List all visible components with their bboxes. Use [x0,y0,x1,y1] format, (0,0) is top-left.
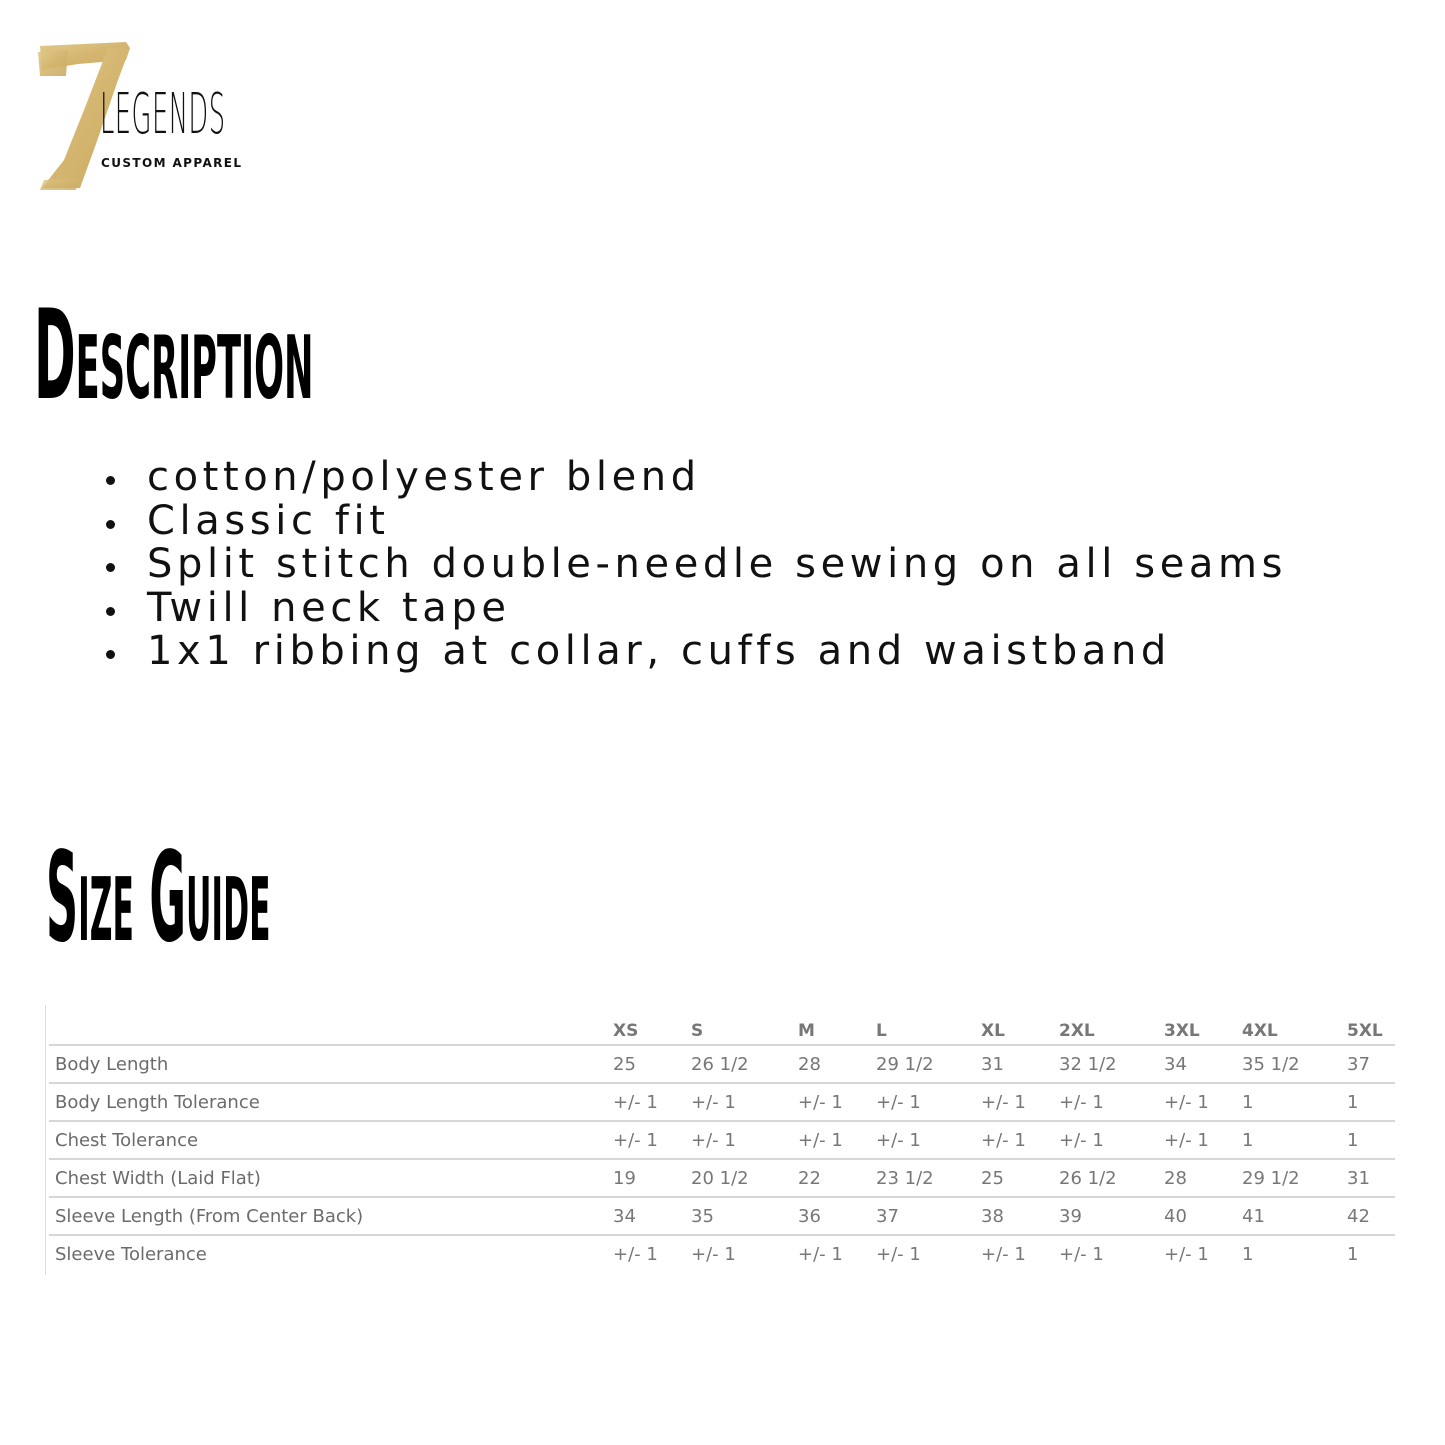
table-cell: 26 1/2 [1053,1159,1158,1197]
size-table-container [45,1005,1396,1275]
table-cell: +/- 1 [870,1121,975,1159]
table-cell: +/- 1 [685,1121,792,1159]
list-item [100,543,1287,587]
table-row [49,1235,1395,1272]
column-header: XS [607,1005,685,1045]
table-cell: 32 1/2 [1053,1045,1158,1083]
table-cell: 37 [1341,1045,1395,1083]
column-header: 5XL [1341,1005,1395,1045]
row-label: Body Length [49,1045,607,1083]
table-cell: 34 [607,1197,685,1235]
row-label: Sleeve Tolerance [55,1243,207,1265]
table-cell: +/- 1 [685,1083,792,1121]
bullet-icon [106,476,115,485]
table-row [49,1045,1395,1083]
table-cell: +/- 1 [792,1083,870,1121]
column-header: S [685,1005,792,1045]
list-item [100,497,1287,544]
column-header [49,1005,607,1045]
list-item-text: cotton/polyester blend [147,454,701,500]
table-cell: 23 1/2 [870,1159,975,1197]
feature-list [100,456,1287,674]
table-cell: +/- 1 [876,1243,921,1265]
table-cell: +/- 1 [1158,1121,1236,1159]
table-cell: +/- 1 [981,1243,1026,1265]
table-cell: 36 [792,1197,870,1235]
table-cell: 1 [1242,1243,1254,1265]
table-cell: 28 [792,1045,870,1083]
table-cell: 1 [1236,1121,1341,1159]
table-cell: +/- 1 [792,1121,870,1159]
table-cell: +/- 1 [870,1083,975,1121]
table-cell: 35 [685,1197,792,1235]
list-item-text: Twill neck tape [147,584,511,631]
list-item-text: Split stitch double-needle sewing on all seams [147,541,1288,587]
table-row [49,1121,1395,1159]
table-header-row [49,1005,1395,1045]
table-cell: +/- 1 [975,1083,1053,1121]
table-cell: 26 1/2 [685,1045,792,1083]
list-item [100,630,1287,674]
logo-wordmark: LEGENDS [100,82,226,147]
table-cell: +/- 1 [1164,1243,1209,1265]
table-cell: 28 [1158,1159,1236,1197]
table-cell: 1 [1341,1121,1395,1159]
table-cell: 25 [975,1159,1053,1197]
bullet-icon [106,520,115,529]
table-cell: +/- 1 [1059,1243,1104,1265]
table-cell: 41 [1236,1197,1341,1235]
table-cell: +/- 1 [607,1121,685,1159]
table-cell: 37 [870,1197,975,1235]
row-label: Sleeve Length (From Center Back) [49,1197,607,1235]
table-cell: 38 [975,1197,1053,1235]
table-cell: 29 1/2 [1236,1159,1341,1197]
table-cell: +/- 1 [1053,1121,1158,1159]
table-cell: 35 1/2 [1236,1045,1341,1083]
column-header: XL [975,1005,1053,1045]
column-header: 3XL [1158,1005,1236,1045]
table-cell: +/- 1 [607,1083,685,1121]
table-cell: 19 [607,1159,685,1197]
table-cell: 1 [1236,1083,1341,1121]
column-header: M [792,1005,870,1045]
table-cell: 29 1/2 [870,1045,975,1083]
list-item-text: 1x1 ribbing at collar, cuffs and waistband [147,628,1171,674]
table-cell: 1 [1347,1243,1359,1265]
column-header: 2XL [1053,1005,1158,1045]
table-cell: 40 [1158,1197,1236,1235]
table-row [49,1083,1395,1121]
table-cell: 39 [1053,1197,1158,1235]
table-cell: +/- 1 [798,1243,843,1265]
list-item [100,584,1287,631]
row-label: Body Length Tolerance [49,1083,607,1121]
row-label: Chest Width (Laid Flat) [49,1159,607,1197]
table-cell: 31 [975,1045,1053,1083]
bullet-icon [106,607,115,616]
column-header: L [870,1005,975,1045]
table-cell: 42 [1341,1197,1395,1235]
bullet-icon [106,650,115,659]
table-cell: 31 [1341,1159,1395,1197]
table-cell: 34 [1158,1045,1236,1083]
brand-logo [38,40,258,192]
table-row [49,1197,1395,1235]
logo-tagline: CUSTOM APPAREL [101,156,243,170]
size-guide-heading: Size Guide [46,826,271,970]
table-cell: +/- 1 [1053,1083,1158,1121]
table-cell: +/- 1 [613,1243,658,1265]
table-cell: 1 [1341,1083,1395,1121]
table-row [49,1159,1395,1197]
size-table [49,1005,1395,1272]
table-cell: +/- 1 [1158,1083,1236,1121]
table-cell: +/- 1 [975,1121,1053,1159]
table-cell: 25 [607,1045,685,1083]
description-heading: Description [34,284,314,428]
table-cell: 22 [792,1159,870,1197]
list-item [100,456,1287,500]
table-cell: 20 1/2 [685,1159,792,1197]
table-cell: +/- 1 [691,1243,736,1265]
column-header: 4XL [1236,1005,1341,1045]
list-item-text: Classic fit [147,497,390,544]
bullet-icon [106,563,115,572]
row-label: Chest Tolerance [49,1121,607,1159]
